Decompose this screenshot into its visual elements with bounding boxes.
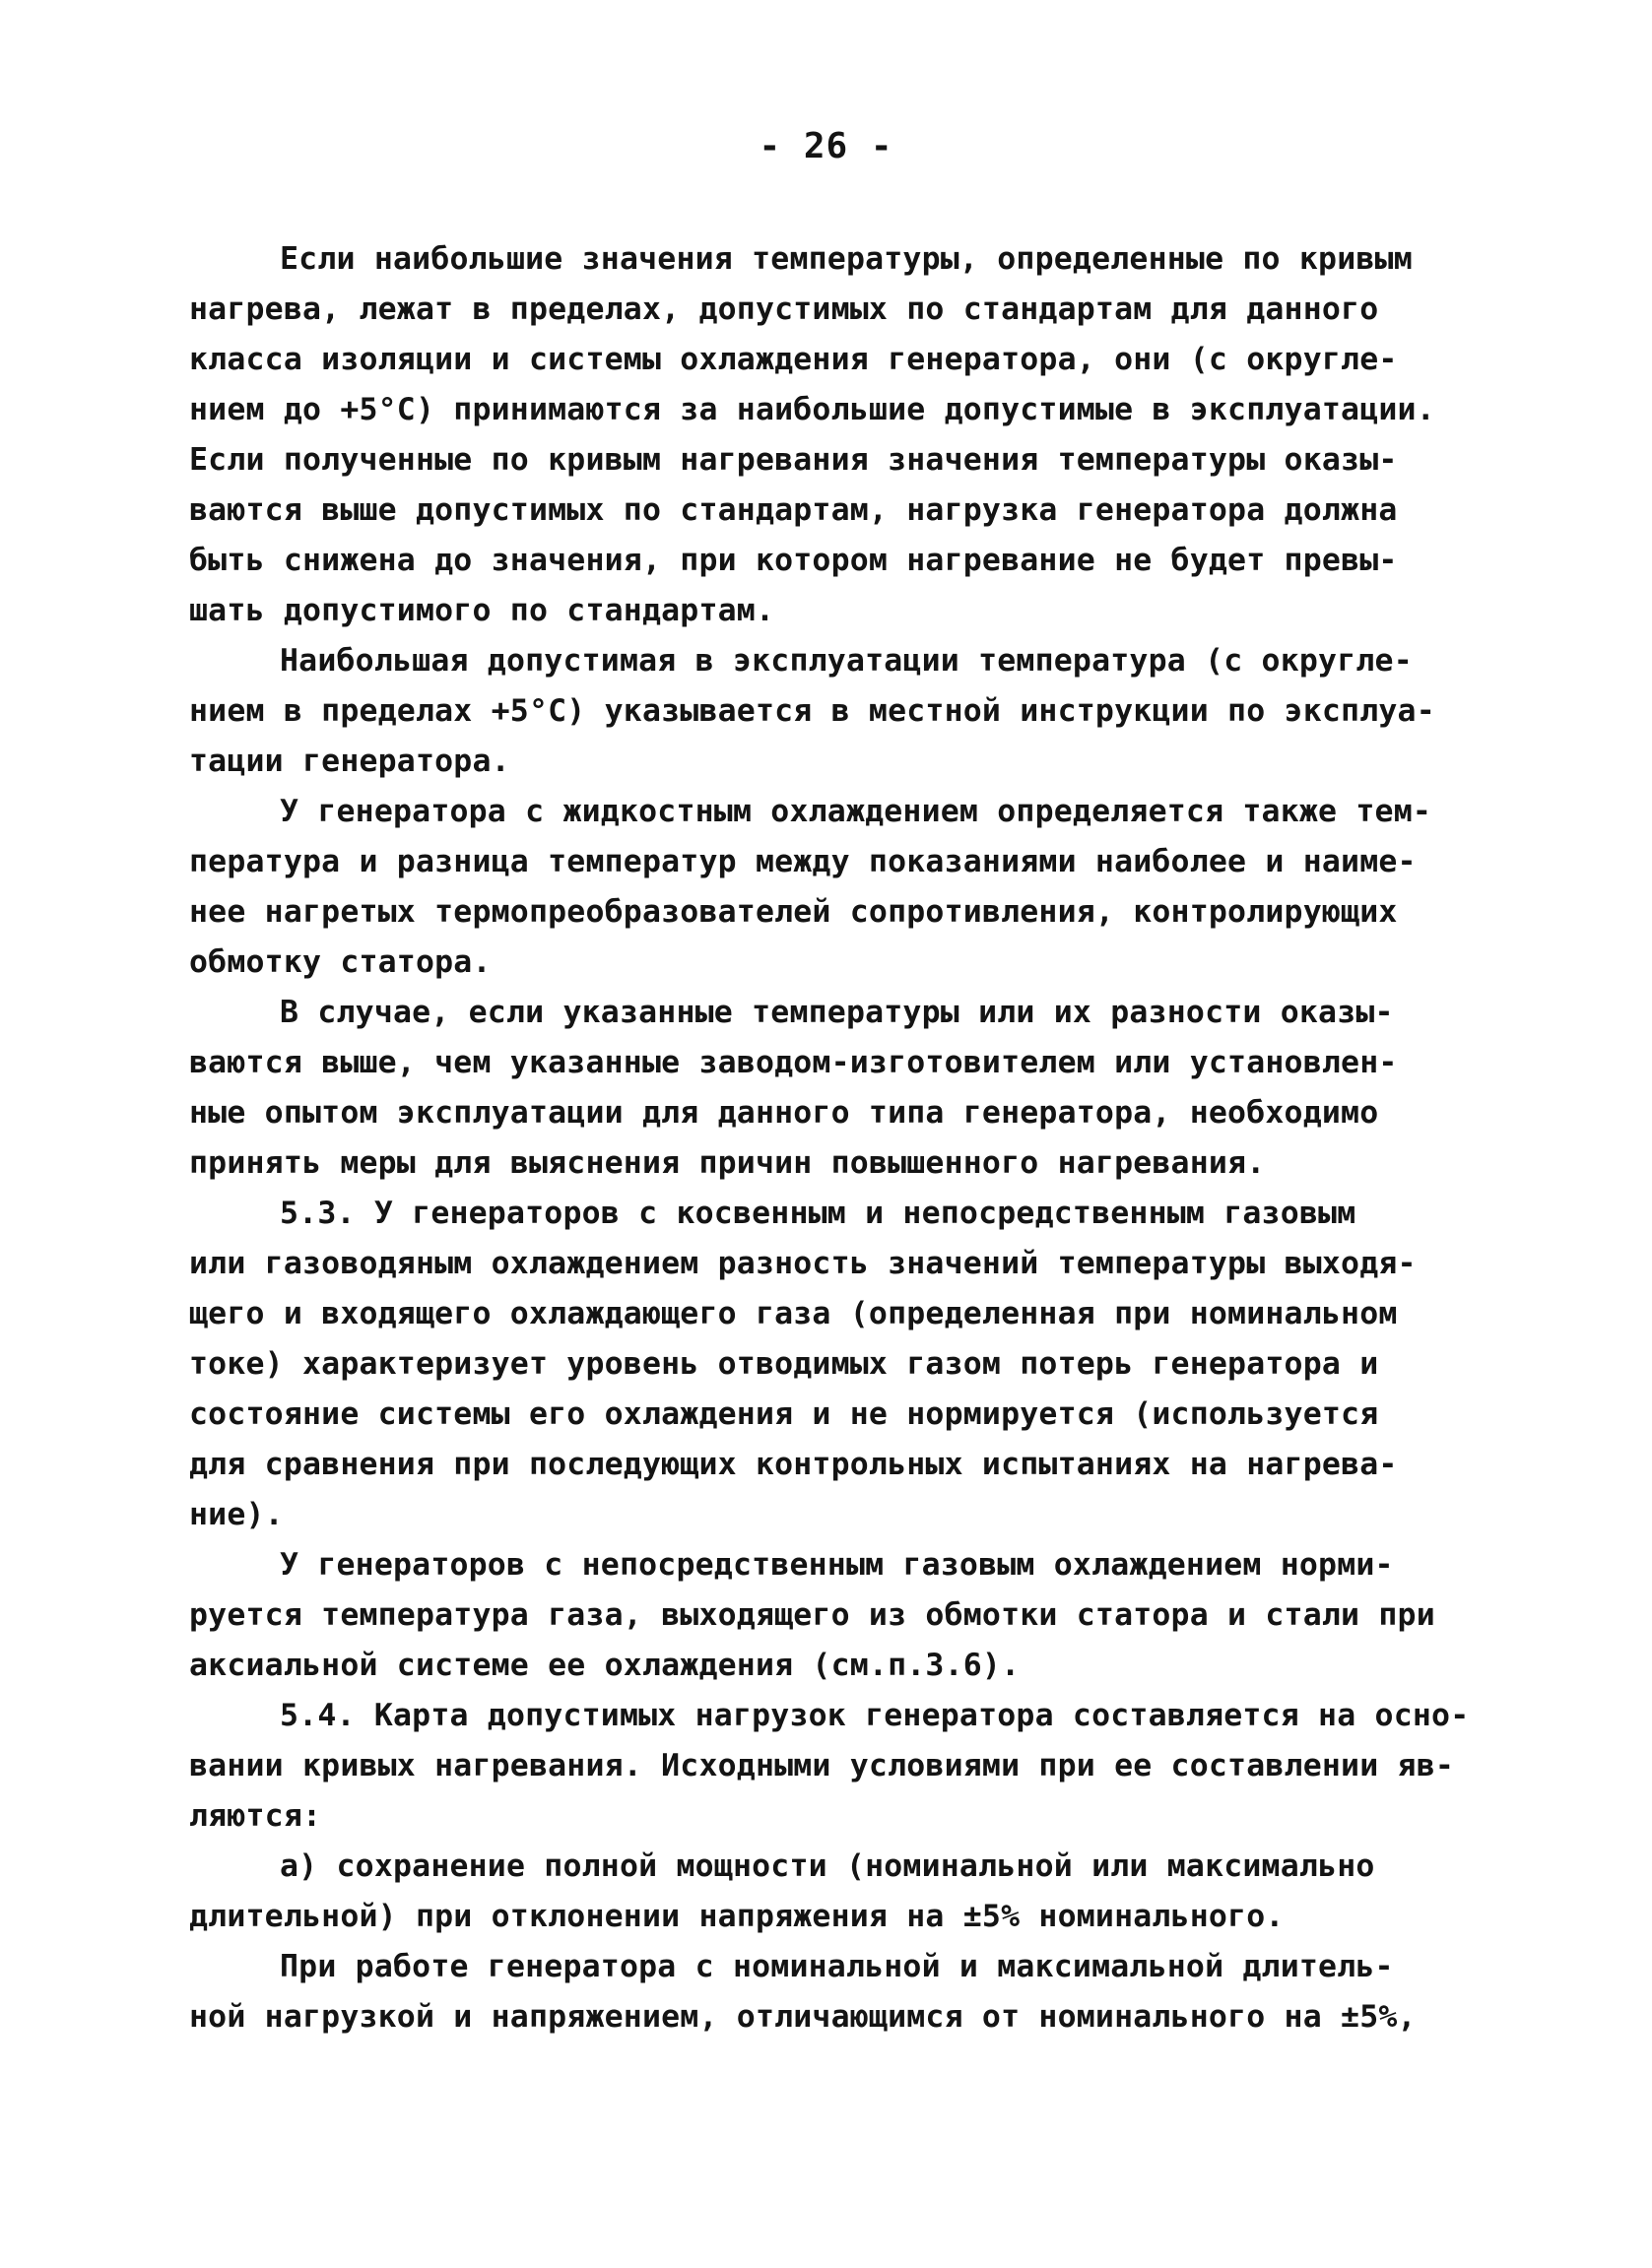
text-line: ные опытом эксплуатации для данного типа генератора, необходимо: [189, 1095, 1379, 1131]
text-line: 5.4. Карта допустимых нагрузок генератора составляется на осно-: [280, 1698, 1470, 1733]
text-line: Если полученные по кривым нагревания значения температуры оказы-: [189, 442, 1398, 478]
text-line: нагрева, лежат в пределах, допустимых по стандартам для данного: [189, 292, 1379, 327]
text-line: аксиальной системе ее охлаждения (см.п.3.6).: [189, 1648, 1021, 1683]
text-line: а) сохранение полной мощности (номинальной или максимально: [280, 1848, 1375, 1884]
text-line: нием до +5°С) принимаются за наибольшие допустимые в эксплуатации.: [189, 392, 1435, 427]
document-body: [189, 234, 1549, 2042]
text-line: быть снижена до значения, при котором нагревание не будет превы-: [189, 543, 1398, 578]
text-line: длительной) при отклонении напряжения на ±5% номинального.: [189, 1899, 1285, 1934]
text-line: ваются выше допустимых по стандартам, нагрузка генератора должна: [189, 492, 1398, 528]
text-line: 5.3. У генераторов с косвенным и непосредственным газовым: [280, 1196, 1356, 1231]
text-line: ваются выше, чем указанные заводом-изготовителем или установлен-: [189, 1045, 1398, 1080]
text-line: Наибольшая допустимая в эксплуатации температура (с округле-: [280, 643, 1413, 679]
text-line: У генератора с жидкостным охлаждением определяется также тем-: [280, 794, 1432, 829]
text-line: нием в пределах +5°С) указывается в местной инструкции по эксплуа-: [189, 693, 1435, 729]
text-line: ляются:: [189, 1798, 322, 1834]
text-line: ние).: [189, 1497, 284, 1532]
text-line: руется температура газа, выходящего из обмотки статора и стали при: [189, 1597, 1435, 1633]
page-number: - 26 -: [759, 126, 893, 166]
text-line: нее нагретых термопреобразователей сопротивления, контролирующих: [189, 894, 1398, 930]
text-line: состояние системы его охлаждения и не нормируется (используется: [189, 1396, 1379, 1432]
text-line: У генераторов с непосредственным газовым охлаждением норми-: [280, 1547, 1394, 1583]
text-line: принять меры для выяснения причин повышенного нагревания.: [189, 1145, 1266, 1181]
text-line: для сравнения при последующих контрольных испытаниях на нагрева-: [189, 1447, 1398, 1482]
text-line: При работе генератора с номинальной и максимальной длитель-: [280, 1949, 1394, 1984]
text-line: обмотку статора.: [189, 944, 492, 980]
text-line: пература и разница температур между показаниями наиболее и наиме-: [189, 844, 1417, 879]
text-line: шать допустимого по стандартам.: [189, 593, 775, 628]
text-line: Если наибольшие значения температуры, определенные по кривым: [280, 241, 1413, 277]
text-line: класса изоляции и системы охлаждения генератора, они (с округле-: [189, 342, 1398, 377]
text-line: или газоводяным охлаждением разность значений температуры выходя-: [189, 1246, 1417, 1281]
text-line: тации генератора.: [189, 744, 510, 779]
text-line: вании кривых нагревания. Исходными условиями при ее составлении яв-: [189, 1748, 1455, 1783]
text-line: щего и входящего охлаждающего газа (определенная при номинальном: [189, 1296, 1398, 1331]
text-line: В случае, если указанные температуры или их разности оказы-: [280, 995, 1394, 1030]
text-line: ной нагрузкой и напряжением, отличающимся от номинального на ±5%,: [189, 1999, 1417, 2035]
text-line: токе) характеризует уровень отводимых газом потерь генератора и: [189, 1346, 1379, 1382]
